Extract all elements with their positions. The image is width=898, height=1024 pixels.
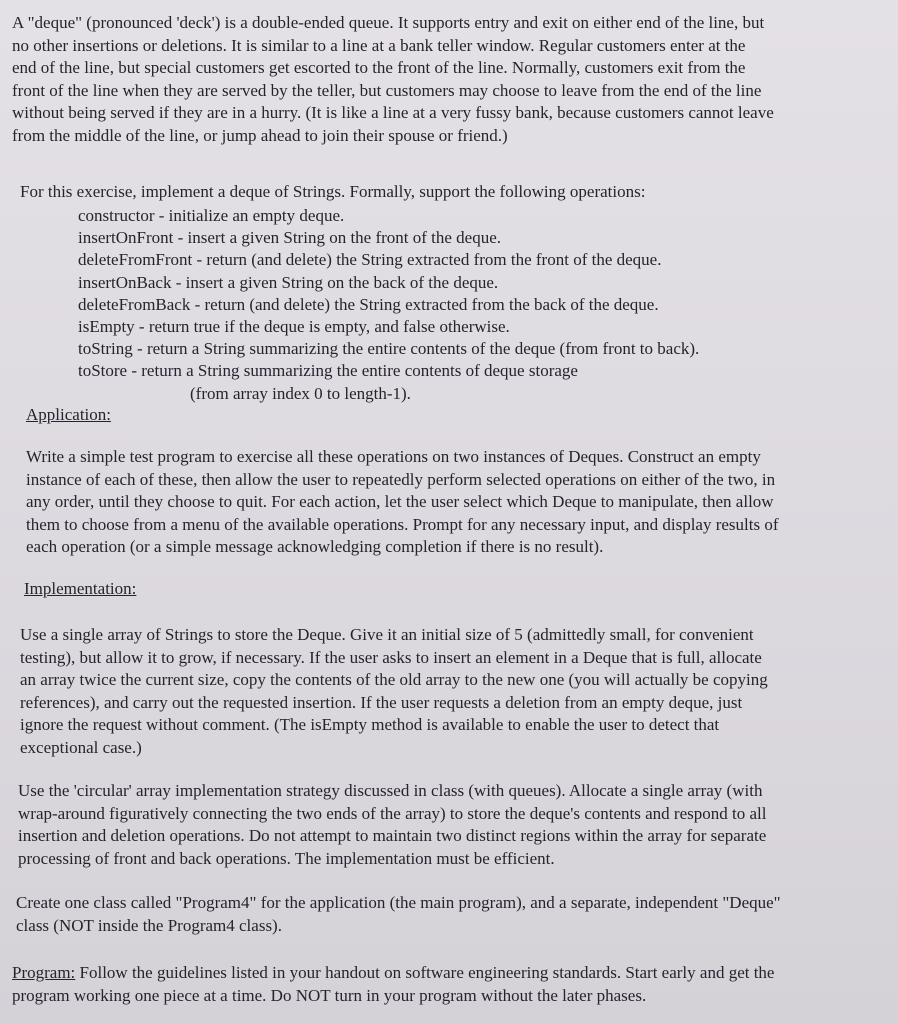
implementation-line: exceptional case.) [20, 737, 142, 757]
program-label: Program: [12, 963, 76, 982]
application-heading: Application: [26, 405, 111, 424]
intro-line: no other insertions or deletions. It is similar to a line at a bank teller window. Regular customers enter at the [12, 35, 746, 55]
implementation-heading: Implementation: [24, 579, 137, 598]
application-line: them to choose from a menu of the available operations. Prompt for any necessary input, and display results of [26, 514, 779, 534]
exercise-lead [20, 181, 880, 204]
operation-item-continuation: (from array index 0 to length-1). [190, 383, 411, 403]
intro-line: without being served if they are in a hurry. (It is like a line at a very fussy bank, because customers cannot leave [12, 103, 774, 123]
operation-item: deleteFromBack - return (and delete) the String extracted from the back of the deque. [78, 294, 659, 314]
intro-line: front of the line when they are served by the teller, but customers may choose to leave from the end of the line [12, 80, 762, 100]
implementation-line: references), and carry out the requested insertion. If the user requests a deletion from an empty deque, just [20, 692, 743, 712]
program-paragraph [12, 962, 888, 1007]
implementation-line: processing of front and back operations. The implementation must be efficient. [18, 848, 555, 868]
exercise-lead-text: For this exercise, implement a deque of Strings. Formally, support the following operations: [20, 182, 646, 201]
implementation-line: testing), but allow it to grow, if necessary. If the user asks to insert an element in a Deque that is full, allocate [20, 647, 762, 667]
implementation-line: wrap-around figuratively connecting the two ends of the array) to store the deque's contents and respond to all [18, 803, 767, 823]
implementation-paragraph-3 [16, 892, 886, 937]
operation-item: constructor - initialize an empty deque. [78, 206, 345, 225]
implementation-line: Use a single array of Strings to store the Deque. Give it an initial size of 5 (admittedly small, for convenient [20, 625, 754, 644]
implementation-paragraph-2 [18, 780, 884, 870]
implementation-line: ignore the request without comment. (The isEmpty method is available to enable the user to detect that [20, 715, 720, 735]
intro-line: from the middle of the line, or jump ahead to join their spouse or friend.) [12, 125, 508, 145]
operations-list [78, 205, 878, 405]
operation-item: toString - return a String summarizing the entire contents of the deque (from front to back). [78, 339, 700, 359]
program-line-1 [12, 962, 888, 985]
operation-item: isEmpty - return true if the deque is empty, and false otherwise. [78, 317, 510, 337]
operation-item: insertOnFront - insert a given String on the front of the deque. [78, 228, 502, 248]
operation-item: insertOnBack - insert a given String on the back of the deque. [78, 272, 499, 292]
implementation-line: an array twice the current size, copy the contents of the old array to the new one (you will actually be copying [20, 670, 768, 690]
implementation-line: class (NOT inside the Program4 class). [16, 915, 282, 935]
program-line-1-text: Follow the guidelines listed in your handout on software engineering standards. Start early and get the [75, 963, 775, 982]
application-line: any order, until they choose to quit. For each action, let the user select which Deque to manipulate, then allow [26, 492, 774, 512]
application-line: Write a simple test program to exercise all these operations on two instances of Deques. Construct an empty [26, 447, 761, 466]
application-paragraph [26, 446, 886, 559]
implementation-line: Use the 'circular' array implementation strategy discussed in class (with queues). Allocate a single array (with [18, 781, 763, 800]
application-line: instance of each of these, then allow the user to repeatedly perform selected operations on either of the two, in [26, 469, 776, 489]
intro-line: A "deque" (pronounced 'deck') is a double-ended queue. It supports entry and exit on either end of the line, but [12, 13, 765, 32]
implementation-paragraph-1 [20, 624, 884, 760]
program-line-2: program working one piece at a time. Do NOT turn in your program without the later phases. [12, 985, 647, 1005]
implementation-line: Create one class called "Program4" for the application (the main program), and a separate, independent "Deque" [16, 893, 781, 912]
intro-paragraph [12, 12, 892, 148]
intro-line: end of the line, but special customers get escorted to the front of the line. Normally, customers exit from the [12, 58, 746, 78]
operation-item: deleteFromFront - return (and delete) the String extracted from the front of the deque. [78, 250, 662, 270]
application-line: each operation (or a simple message acknowledging completion if there is no result). [26, 537, 604, 557]
operation-item: toStore - return a String summarizing the entire contents of deque storage [78, 361, 578, 381]
implementation-line: insertion and deletion operations. Do not attempt to maintain two distinct regions within the array for separate [18, 826, 767, 846]
